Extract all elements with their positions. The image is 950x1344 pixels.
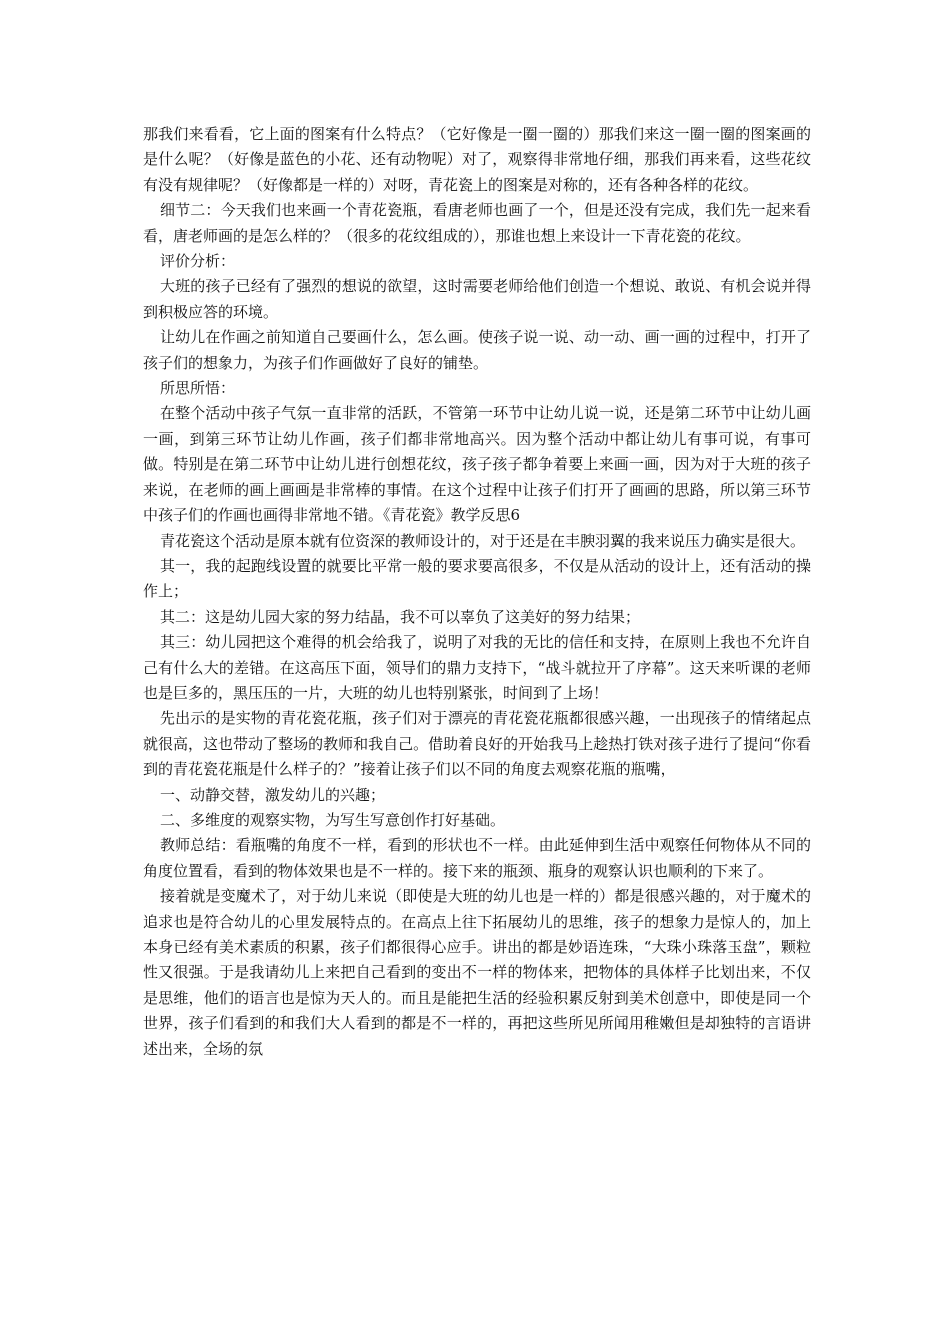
paragraph-12: 先出示的是实物的青花瓷花瓶，孩子们对于漂亮的青花瓷花瓶都很感兴趣，一出现孩子的情绪起点就很高，这也带动了整场的教师和我自己。借助着良好的开始我马上趁热打铁对孩子进行了提问“你看到的青花瓷花瓶是什么样子的？”接着让孩子们以不同的角度去观察花瓶的瓶嘴， bbox=[143, 709, 811, 779]
paragraph-15: 教师总结：看瓶嘴的角度不一样，看到的形状也不一样。由此延伸到生活中观察任何物体从不同的角度位置看，看到的物体效果也是不一样的。接下来的瓶颈、瓶身的观察认识也顺利的下来了。 bbox=[143, 836, 811, 880]
paragraph-14: 二、多维度的观察实物，为写生写意创作打好基础。 bbox=[160, 810, 506, 829]
paragraph-8: 青花瓷这个活动是原本就有位资深的教师设计的，对于还是在丰腴羽翼的我来说压力确实是很大。 bbox=[160, 531, 806, 550]
paragraph-9: 其一，我的起跑线设置的就要比平常一般的要求要高很多，不仅是从活动的设计上，还有活动的操作上； bbox=[143, 556, 811, 601]
paragraph-4: 大班的孩子已经有了强烈的想说的欲望，这时需要老师给他们创造一个想说、敢说、有机会说并得到积极应答的环境。 bbox=[143, 277, 811, 321]
paragraph-10: 其二：这是幼儿园大家的努力结晶，我不可以辜负了这美好的努力结果； bbox=[160, 607, 641, 626]
paragraph-5: 让幼儿在作画之前知道自己要画什么，怎么画。使孩子说一说、动一动、画一画的过程中，打开了孩子们的想象力，为孩子们作画做好了良好的铺垫。 bbox=[143, 328, 811, 372]
paragraph-7: 在整个活动中孩子气氛一直非常的活跃，不管第一环节中让幼儿说一说，还是第二环节中让幼儿画一画，到第三环节让幼儿作画，孩子们都非常地高兴。因为整个活动中都让幼儿有事可说，有事可做。特别是在第二环节中让幼儿进行创想花纹，孩子孩子都争着要上来画一画，因为对于大班的孩子来说，在老师的画上画画是非常棒的事情。在这个过程中让孩子们打开了画画的思路，所以第三环节中孩子们的作画也画得非常地不错。《青花瓷》教学反思6 bbox=[143, 404, 811, 525]
paragraph-3: 评价分析： bbox=[160, 252, 236, 271]
paragraph-2: 细节二：今天我们也来画一个青花瓷瓶，看唐老师也画了一个，但是还没有完成，我们先一起来看看，唐老师画的是怎么样的？（很多的花纹组成的），那谁也想上来设计一下青花瓷的花纹。 bbox=[143, 201, 811, 245]
paragraph-6: 所思所悟： bbox=[160, 379, 236, 398]
paragraph-1: 那我们来看看，它上面的图案有什么特点？（它好像是一圈一圈的）那我们来这一圈一圈的图案画的是什么呢？（好像是蓝色的小花、还有动物呢）对了，观察得非常地仔细，那我们再来看，这些花纹有没有规律呢？（好像都是一样的）对呀，青花瓷上的图案是对称的，还有各种各样的花纹。 bbox=[143, 125, 811, 194]
document-body bbox=[143, 122, 811, 1062]
paragraph-11: 其三：幼儿园把这个难得的机会给我了，说明了对我的无比的信任和支持，在原则上我也不允许自己有什么大的差错。在这高压下面，领导们的鼎力支持下，“战斗就拉开了序幕”。这天来听课的老师也是巨多的，黑压压的一片，大班的幼儿也特别紧张，时间到了上场！ bbox=[143, 633, 811, 702]
paragraph-16: 接着就是变魔术了，对于幼儿来说（即使是大班的幼儿也是一样的）都是很感兴趣的，对于魔术的追求也是符合幼儿的心里发展特点的。在高点上往下拓展幼儿的思维，孩子的想象力是惊人的，加上本身已经有美术素质的积累，孩子们都很得心应手。讲出的都是妙语连珠，“大珠小珠落玉盘”，颗粒性又很强。于是我请幼儿上来把自己看到的变出不一样的物体来，把物体的具体样子比划出来，不仅是思维，他们的语言也是惊为天人的。而且是能把生活的经验积累反射到美术创意中，即使是同一个世界，孩子们看到的和我们大人看到的都是不一样的，再把这些所见所闻用稚嫩但是却独特的言语讲述出来，全场的氛 bbox=[143, 887, 811, 1058]
paragraph-13: 一、动静交替，激发幼儿的兴趣； bbox=[160, 785, 386, 804]
